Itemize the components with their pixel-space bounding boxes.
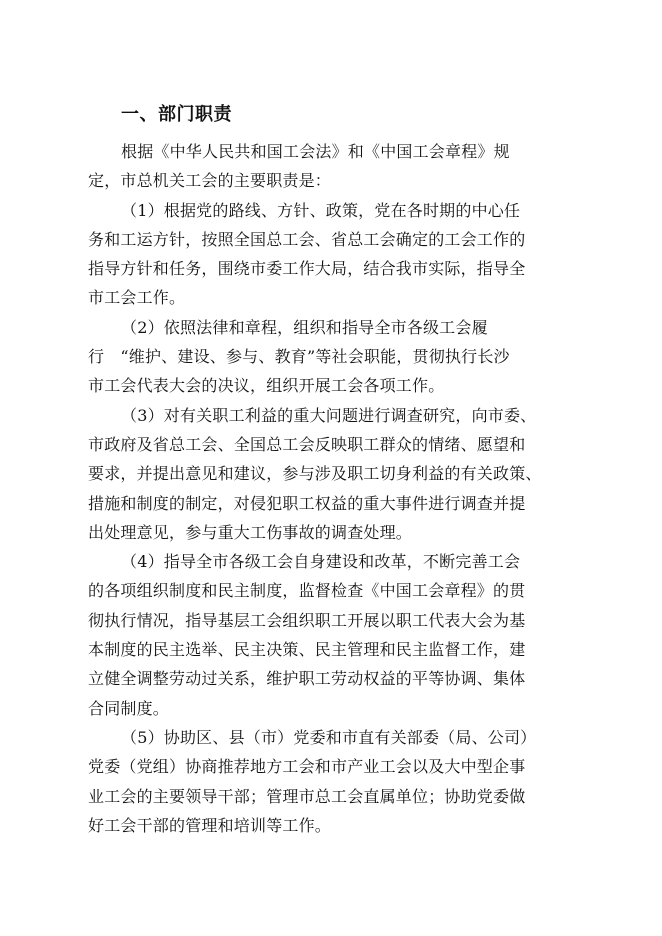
paragraph-duty-3 (88, 401, 588, 547)
paragraph-duty-2 (88, 313, 588, 401)
text-line: 彻执行情况，指导基层工会组织职工开展以职工代表大会为基 (88, 610, 526, 630)
text-line: 的各项组织制度和民主制度，监督检查《中国工会章程》的贯 (88, 581, 526, 601)
text-line: 根据《中华人民共和国工会法》和《中国工会章程》规 (121, 142, 510, 161)
text-line: （1）根据党的路线、方针、政策，党在各时期的中心任 (121, 200, 521, 220)
text-line: （2）依照法律和章程，组织和指导全市各级工会履 (121, 317, 488, 337)
text-line: 好工会干部的管理和培训等工作。 (88, 815, 332, 835)
text-line: 本制度的民主选举、民主决策、民主管理和民主监督工作，建 (88, 640, 526, 660)
text-line: 要求，并提出意见和建议，参与涉及职工切身利益的有关政策、 (88, 464, 542, 484)
text-line: 合同制度。 (88, 698, 170, 718)
text-line: 行 “维护、建设、参与、教育”等社会职能，贯彻执行长沙 (88, 347, 510, 367)
text-line: 措施和制度的制定，对侵犯职工权益的重大事件进行调查并提 (88, 493, 526, 513)
text-line: 务和工运方针，按照全国总工会、省总工会确定的工会工作的 (88, 229, 526, 249)
text-line: 业工会的主要领导干部；管理市总工会直属单位；协助党委做 (88, 786, 526, 806)
text-line: 立健全调整劳动过关系，维护职工劳动权益的平等协调、集体 (88, 669, 526, 689)
text-line: （3）对有关职工利益的重大问题进行调查研究，向市委、 (121, 405, 537, 425)
text-line: 市工会代表大会的决议，组织开展工会各项工作。 (88, 376, 445, 396)
text-line: 指导方针和任务，围绕市委工作大局，结合我市实际，指导全 (88, 259, 526, 279)
text-line: 出处理意见，参与重大工伤事故的调查处理。 (88, 522, 413, 542)
body-text (88, 137, 588, 840)
paragraph-duty-5 (88, 723, 588, 840)
text-line: 市工会工作。 (88, 288, 186, 308)
text-line: （5）协助区、县（市）党委和市直有关部委（局、公司） (121, 727, 537, 747)
text-line: 定，市总机关工会的主要职责是： (88, 171, 332, 191)
paragraph-duty-1 (88, 196, 588, 313)
paragraph-duty-4 (88, 547, 588, 723)
section-heading: 一、部门职责 (121, 104, 232, 125)
text-line: 市政府及省总工会、全国总工会反映职工群众的情绪、愿望和 (88, 434, 526, 454)
text-line: （4）指导全市各级工会自身建设和改革，不断完善工会 (121, 552, 521, 572)
paragraph-intro (88, 137, 588, 196)
text-line: 党委（党组）协商推荐地方工会和市产业工会以及大中型企事 (88, 757, 526, 777)
